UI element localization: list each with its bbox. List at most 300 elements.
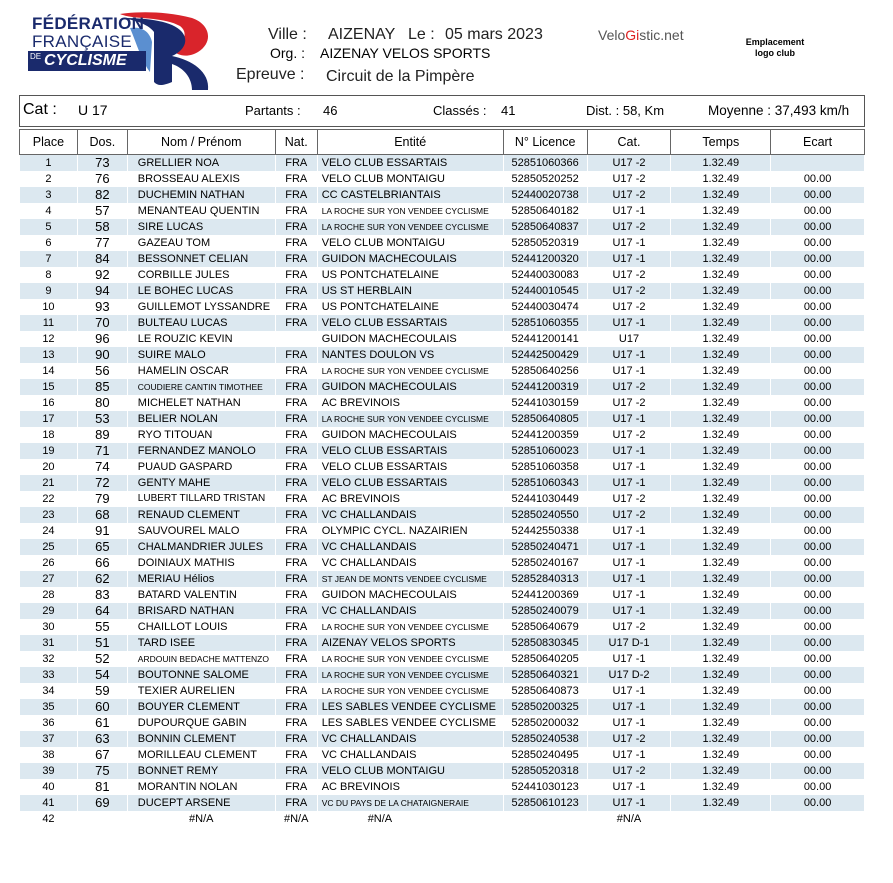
cell-temps: 1.32.49: [671, 747, 771, 763]
cell-licence: 52850240471: [503, 539, 587, 555]
cell-nom: BROSSEAU ALEXIS: [127, 171, 275, 187]
cell-nat: FRA: [275, 395, 317, 411]
cell-entite: NANTES DOULON VS: [317, 347, 503, 363]
col-header-licence[interactable]: N° Licence: [503, 130, 587, 155]
logo-line-federation: FÉDÉRATION: [32, 14, 145, 33]
cell-nom: GRELLIER NOA: [127, 155, 275, 172]
cell-nom: MICHELET NATHAN: [127, 395, 275, 411]
org-label: Org. :: [270, 45, 306, 61]
cell-place: 28: [20, 587, 78, 603]
cell-ecart: 00.00: [771, 219, 865, 235]
table-row[interactable]: [20, 235, 865, 251]
cell-ecart: 00.00: [771, 171, 865, 187]
cell-temps: 1.32.49: [671, 187, 771, 203]
cell-cat: U17 -1: [587, 683, 671, 699]
cell-temps: 1.32.49: [671, 619, 771, 635]
cell-ecart: 00.00: [771, 187, 865, 203]
moyenne: Moyenne : 37,493 km/h: [708, 103, 850, 118]
cell-temps: 1.32.49: [671, 667, 771, 683]
cell-entite: VC DU PAYS DE LA CHATAIGNERAIE: [317, 795, 503, 811]
cell-licence: 52850520252: [503, 171, 587, 187]
cell-ecart: 00.00: [771, 491, 865, 507]
cell-entite: LA ROCHE SUR YON VENDEE CYCLISME: [317, 667, 503, 683]
cell-cat: U17 -1: [587, 203, 671, 219]
cell-nom: GUILLEMOT LYSSANDRE: [127, 299, 275, 315]
cell-cat: U17 -1: [587, 459, 671, 475]
table-row[interactable]: [20, 699, 865, 715]
cell-temps: 1.32.49: [671, 395, 771, 411]
table-row[interactable]: [20, 683, 865, 699]
cell-cat: U17 -1: [587, 779, 671, 795]
cell-nat: [275, 331, 317, 347]
cell-temps: 1.32.49: [671, 539, 771, 555]
cell-entite: AC BREVINOIS: [317, 491, 503, 507]
table-row[interactable]: [20, 651, 865, 667]
table-row[interactable]: [20, 715, 865, 731]
col-header-cat[interactable]: Cat.: [587, 130, 671, 155]
cell-ecart: 00.00: [771, 667, 865, 683]
cell-place: 7: [20, 251, 78, 267]
cell-entite: VELO CLUB ESSARTAIS: [317, 475, 503, 491]
col-header-ecart[interactable]: Ecart: [771, 130, 865, 155]
cell-nat: FRA: [275, 683, 317, 699]
cell-cat: U17 -1: [587, 539, 671, 555]
cell-place: 17: [20, 411, 78, 427]
cell-ecart: 00.00: [771, 379, 865, 395]
table-row[interactable]: [20, 571, 865, 587]
race-info-bar: [19, 95, 865, 127]
cell-licence: 52440030083: [503, 267, 587, 283]
cell-dossard: 61: [77, 715, 127, 731]
cell-place: 11: [20, 315, 78, 331]
cell-entite: VELO CLUB MONTAIGU: [317, 763, 503, 779]
cell-nat: FRA: [275, 219, 317, 235]
cell-place: 21: [20, 475, 78, 491]
cell-licence: 52851060366: [503, 155, 587, 172]
cell-ecart: 00.00: [771, 699, 865, 715]
table-row[interactable]: [20, 267, 865, 283]
cell-nom: HAMELIN OSCAR: [127, 363, 275, 379]
cell-nat: FRA: [275, 411, 317, 427]
cell-entite: GUIDON MACHECOULAIS: [317, 251, 503, 267]
cell-cat: U17 -2: [587, 763, 671, 779]
cell-dossard: 60: [77, 699, 127, 715]
cell-nom: CHALMANDRIER JULES: [127, 539, 275, 555]
cell-licence: 52851060358: [503, 459, 587, 475]
cell-cat: U17 -1: [587, 587, 671, 603]
cell-ecart: 00.00: [771, 587, 865, 603]
table-row[interactable]: [20, 491, 865, 507]
cell-entite: VC CHALLANDAIS: [317, 539, 503, 555]
cell-licence: 52441200359: [503, 427, 587, 443]
cell-dossard: 69: [77, 795, 127, 811]
cell-ecart: 00.00: [771, 203, 865, 219]
table-row[interactable]: [20, 523, 865, 539]
cell-cat: U17 -1: [587, 715, 671, 731]
cell-ecart: 00.00: [771, 363, 865, 379]
brand-part-2: Gi: [625, 27, 640, 43]
cell-nom: GAZEAU TOM: [127, 235, 275, 251]
cell-licence: 52850200325: [503, 699, 587, 715]
cell-place: 33: [20, 667, 78, 683]
cell-cat: U17 -1: [587, 603, 671, 619]
cell-temps: 1.32.49: [671, 523, 771, 539]
cell-entite: VC CHALLANDAIS: [317, 747, 503, 763]
cell-nom: MERIAU Hélios: [127, 571, 275, 587]
cell-place: 12: [20, 331, 78, 347]
cell-dossard: 77: [77, 235, 127, 251]
cell-nom: CORBILLE JULES: [127, 267, 275, 283]
cell-place: 32: [20, 651, 78, 667]
table-row[interactable]: [20, 731, 865, 747]
cell-licence: 52850240079: [503, 603, 587, 619]
cell-place: 38: [20, 747, 78, 763]
cell-place: 6: [20, 235, 78, 251]
cell-dossard: 82: [77, 187, 127, 203]
cell-ecart: 00.00: [771, 523, 865, 539]
table-row[interactable]: [20, 283, 865, 299]
col-header-nom[interactable]: Nom / Prénom: [127, 130, 275, 155]
cell-ecart: 00.00: [771, 251, 865, 267]
table-row[interactable]: [20, 587, 865, 603]
cell-nom: TARD ISEE: [127, 635, 275, 651]
cell-place: 35: [20, 699, 78, 715]
cell-licence: 52850240550: [503, 507, 587, 523]
cell-entite: US ST HERBLAIN: [317, 283, 503, 299]
cell-licence: 52850640182: [503, 203, 587, 219]
cell-licence: 52850520318: [503, 763, 587, 779]
table-row[interactable]: [20, 187, 865, 203]
table-row[interactable]: [20, 251, 865, 267]
cell-nom: GENTY MAHE: [127, 475, 275, 491]
cell-nat: FRA: [275, 283, 317, 299]
cell-nat: FRA: [275, 251, 317, 267]
cell-licence: 52441030159: [503, 395, 587, 411]
table-row[interactable]: [20, 379, 865, 395]
cell-licence: 52441030123: [503, 779, 587, 795]
cell-nat: FRA: [275, 667, 317, 683]
cell-entite: VELO CLUB MONTAIGU: [317, 235, 503, 251]
cell-nom: MENANTEAU QUENTIN: [127, 203, 275, 219]
cell-nat: FRA: [275, 587, 317, 603]
cell-cat: U17 D-2: [587, 667, 671, 683]
cell-nat: FRA: [275, 571, 317, 587]
cell-nat: FRA: [275, 619, 317, 635]
cell-ecart: 00.00: [771, 651, 865, 667]
cell-licence: 52850200032: [503, 715, 587, 731]
cell-temps: 1.32.49: [671, 491, 771, 507]
cell-dossard: 96: [77, 331, 127, 347]
cell-nom: MORILLEAU CLEMENT: [127, 747, 275, 763]
cell-temps: 1.32.49: [671, 475, 771, 491]
cell-dossard: 89: [77, 427, 127, 443]
cell-entite: GUIDON MACHECOULAIS: [317, 587, 503, 603]
cell-licence: 52851060355: [503, 315, 587, 331]
cell-temps: 1.32.49: [671, 635, 771, 651]
cell-dossard: 56: [77, 363, 127, 379]
cell-entite: LA ROCHE SUR YON VENDEE CYCLISME: [317, 411, 503, 427]
cell-cat: U17 -1: [587, 315, 671, 331]
cell-temps: 1.32.49: [671, 779, 771, 795]
cell-temps: 1.32.49: [671, 251, 771, 267]
cell-nat: FRA: [275, 651, 317, 667]
cell-dossard: 83: [77, 587, 127, 603]
cell-temps: 1.32.49: [671, 587, 771, 603]
cell-cat: U17 -2: [587, 507, 671, 523]
cell-licence: 52442550338: [503, 523, 587, 539]
cell-entite: VC CHALLANDAIS: [317, 603, 503, 619]
cell-cat: U17 -1: [587, 235, 671, 251]
org-value: AIZENAY VELOS SPORTS: [320, 45, 491, 61]
ville-value: AIZENAY: [328, 26, 396, 43]
cell-ecart: 00.00: [771, 747, 865, 763]
cell-nat: FRA: [275, 299, 317, 315]
logo-line-francaise: FRANÇAISE: [32, 32, 132, 51]
cell-dossard: [77, 811, 127, 827]
cell-cat: U17 -1: [587, 651, 671, 667]
cell-cat: U17 -1: [587, 411, 671, 427]
cell-temps: 1.32.49: [671, 507, 771, 523]
cell-licence: 52441200141: [503, 331, 587, 347]
cell-dossard: 62: [77, 571, 127, 587]
cell-nom: MORANTIN NOLAN: [127, 779, 275, 795]
cell-licence: 52850640256: [503, 363, 587, 379]
cell-temps: 1.32.49: [671, 571, 771, 587]
table-row[interactable]: [20, 171, 865, 187]
cell-nat: FRA: [275, 347, 317, 363]
table-row[interactable]: [20, 363, 865, 379]
cell-ecart: 00.00: [771, 395, 865, 411]
cell-entite: LA ROCHE SUR YON VENDEE CYCLISME: [317, 651, 503, 667]
cell-ecart: 00.00: [771, 347, 865, 363]
cell-licence: 52852840313: [503, 571, 587, 587]
table-row[interactable]: [20, 411, 865, 427]
cell-place: 40: [20, 779, 78, 795]
cell-entite: AC BREVINOIS: [317, 779, 503, 795]
cell-cat: U17 -1: [587, 795, 671, 811]
cell-nat: FRA: [275, 555, 317, 571]
cell-place: 41: [20, 795, 78, 811]
cell-cat: U17 -2: [587, 283, 671, 299]
cell-dossard: 91: [77, 523, 127, 539]
cell-temps: 1.32.49: [671, 347, 771, 363]
cell-temps: 1.32.49: [671, 315, 771, 331]
cell-ecart: 00.00: [771, 299, 865, 315]
col-header-place[interactable]: Place: [20, 130, 78, 155]
cell-nom: BATARD VALENTIN: [127, 587, 275, 603]
cell-entite: GUIDON MACHECOULAIS: [317, 331, 503, 347]
cell-dossard: 81: [77, 779, 127, 795]
table-row[interactable]: [20, 443, 865, 459]
cell-place: 30: [20, 619, 78, 635]
cell-cat: U17 -1: [587, 347, 671, 363]
cell-place: 34: [20, 683, 78, 699]
cell-nat: FRA: [275, 699, 317, 715]
cell-ecart: 00.00: [771, 555, 865, 571]
table-row[interactable]: [20, 667, 865, 683]
cell-place: 1: [20, 155, 78, 172]
cell-licence: 52441200320: [503, 251, 587, 267]
cell-cat: U17 -1: [587, 555, 671, 571]
cell-cat: U17 -2: [587, 491, 671, 507]
table-row[interactable]: [20, 763, 865, 779]
cell-licence: 52441200369: [503, 587, 587, 603]
table-row[interactable]: [20, 395, 865, 411]
cell-cat: U17 -1: [587, 699, 671, 715]
cell-entite: CC CASTELBRIANTAIS: [317, 187, 503, 203]
cell-ecart: 00.00: [771, 459, 865, 475]
cell-cat: U17 -1: [587, 251, 671, 267]
table-row[interactable]: [20, 155, 865, 172]
partants-label: Partants :: [245, 103, 301, 118]
cell-cat: U17 -2: [587, 187, 671, 203]
cell-place: 31: [20, 635, 78, 651]
cell-cat: U17 -1: [587, 523, 671, 539]
cell-nom: PUAUD GASPARD: [127, 459, 275, 475]
cell-dossard: 68: [77, 507, 127, 523]
table-header-row: [20, 130, 865, 155]
table-row[interactable]: [20, 747, 865, 763]
cell-nom: RYO TITOUAN: [127, 427, 275, 443]
cell-licence: 52441200319: [503, 379, 587, 395]
col-header-temps[interactable]: Temps: [671, 130, 771, 155]
cell-place: 9: [20, 283, 78, 299]
cell-nom: ARDOUIN BEDACHE MATTENZO: [127, 651, 275, 667]
cell-dossard: 65: [77, 539, 127, 555]
cell-temps: 1.32.49: [671, 555, 771, 571]
cell-ecart: 00.00: [771, 603, 865, 619]
cell-dossard: 57: [77, 203, 127, 219]
table-row[interactable]: [20, 315, 865, 331]
cell-dossard: 71: [77, 443, 127, 459]
logo-line-cyclisme: CYCLISME: [44, 52, 127, 69]
table-row[interactable]: [20, 795, 865, 811]
cell-nom: SAUVOUREL MALO: [127, 523, 275, 539]
date-label: Le :: [408, 26, 435, 43]
cell-nom: COUDIERE CANTIN TIMOTHEE: [127, 379, 275, 395]
cell-nat: FRA: [275, 635, 317, 651]
cell-nat: FRA: [275, 315, 317, 331]
cell-nom: #N/A: [127, 811, 275, 827]
cell-dossard: 92: [77, 267, 127, 283]
classes-value: 41: [501, 103, 516, 118]
cell-nom: RENAUD CLEMENT: [127, 507, 275, 523]
cell-ecart: 00.00: [771, 795, 865, 811]
cell-nat: FRA: [275, 235, 317, 251]
table-row[interactable]: [20, 475, 865, 491]
cell-entite: #N/A: [317, 811, 503, 827]
cell-dossard: 74: [77, 459, 127, 475]
cell-licence: 52440030474: [503, 299, 587, 315]
cell-nat: FRA: [275, 475, 317, 491]
table-row[interactable]: [20, 459, 865, 475]
cell-temps: 1.32.49: [671, 235, 771, 251]
table-row[interactable]: [20, 619, 865, 635]
col-header-entite[interactable]: Entité: [317, 130, 503, 155]
cell-cat: U17: [587, 331, 671, 347]
cell-cat: U17 -2: [587, 171, 671, 187]
cell-temps: 1.32.49: [671, 699, 771, 715]
cell-dossard: 79: [77, 491, 127, 507]
cell-entite: LA ROCHE SUR YON VENDEE CYCLISME: [317, 363, 503, 379]
velogistic-brand: [598, 27, 684, 43]
cell-dossard: 63: [77, 731, 127, 747]
table-row[interactable]: [20, 555, 865, 571]
cell-nom: BOUYER CLEMENT: [127, 699, 275, 715]
table-row[interactable]: [20, 811, 865, 827]
cell-nom: DOINIAUX MATHIS: [127, 555, 275, 571]
cell-ecart: [771, 811, 865, 827]
table-row[interactable]: [20, 635, 865, 651]
cell-cat: U17 -1: [587, 747, 671, 763]
table-row[interactable]: [20, 507, 865, 523]
cell-entite: OLYMPIC CYCL. NAZAIRIEN: [317, 523, 503, 539]
col-header-nat[interactable]: Nat.: [275, 130, 317, 155]
cell-place: 26: [20, 555, 78, 571]
cell-place: 15: [20, 379, 78, 395]
cell-entite: VC CHALLANDAIS: [317, 555, 503, 571]
cell-cat: U17 -1: [587, 363, 671, 379]
table-row[interactable]: [20, 427, 865, 443]
cell-licence: 52850640805: [503, 411, 587, 427]
table-row[interactable]: [20, 539, 865, 555]
cell-nom: SUIRE MALO: [127, 347, 275, 363]
table-row[interactable]: [20, 203, 865, 219]
cell-entite: ST JEAN DE MONTS VENDEE CYCLISME: [317, 571, 503, 587]
cell-nat: FRA: [275, 539, 317, 555]
cell-nat: FRA: [275, 427, 317, 443]
cell-nat: FRA: [275, 203, 317, 219]
table-row[interactable]: [20, 219, 865, 235]
cell-dossard: 64: [77, 603, 127, 619]
cell-nat: FRA: [275, 731, 317, 747]
cell-place: 16: [20, 395, 78, 411]
cell-cat: U17 -2: [587, 267, 671, 283]
cell-temps: 1.32.49: [671, 411, 771, 427]
cell-nom: LE BOHEC LUCAS: [127, 283, 275, 299]
cell-place: 5: [20, 219, 78, 235]
cell-ecart: 00.00: [771, 475, 865, 491]
cell-dossard: 58: [77, 219, 127, 235]
cell-temps: 1.32.49: [671, 203, 771, 219]
table-row[interactable]: [20, 779, 865, 795]
col-header-dossard[interactable]: Dos.: [77, 130, 127, 155]
cell-entite: VELO CLUB ESSARTAIS: [317, 315, 503, 331]
cell-ecart: 00.00: [771, 731, 865, 747]
cell-nom: TEXIER AURELIEN: [127, 683, 275, 699]
cell-place: 20: [20, 459, 78, 475]
cell-licence: 52850610123: [503, 795, 587, 811]
cell-dossard: 76: [77, 171, 127, 187]
cell-cat: U17 -2: [587, 379, 671, 395]
cell-nom: FERNANDEZ MANOLO: [127, 443, 275, 459]
cell-dossard: 53: [77, 411, 127, 427]
cell-nat: FRA: [275, 171, 317, 187]
cell-temps: 1.32.49: [671, 443, 771, 459]
cell-temps: 1.32.49: [671, 171, 771, 187]
table-row[interactable]: [20, 331, 865, 347]
cell-nom: LE ROUZIC KEVIN: [127, 331, 275, 347]
table-row[interactable]: [20, 347, 865, 363]
cell-nom: CHAILLOT LOUIS: [127, 619, 275, 635]
table-row[interactable]: [20, 603, 865, 619]
cell-temps: 1.32.49: [671, 363, 771, 379]
cell-place: 24: [20, 523, 78, 539]
cell-ecart: 00.00: [771, 683, 865, 699]
cell-entite: VELO CLUB MONTAIGU: [317, 171, 503, 187]
table-row[interactable]: [20, 299, 865, 315]
cell-licence: 52850240167: [503, 555, 587, 571]
